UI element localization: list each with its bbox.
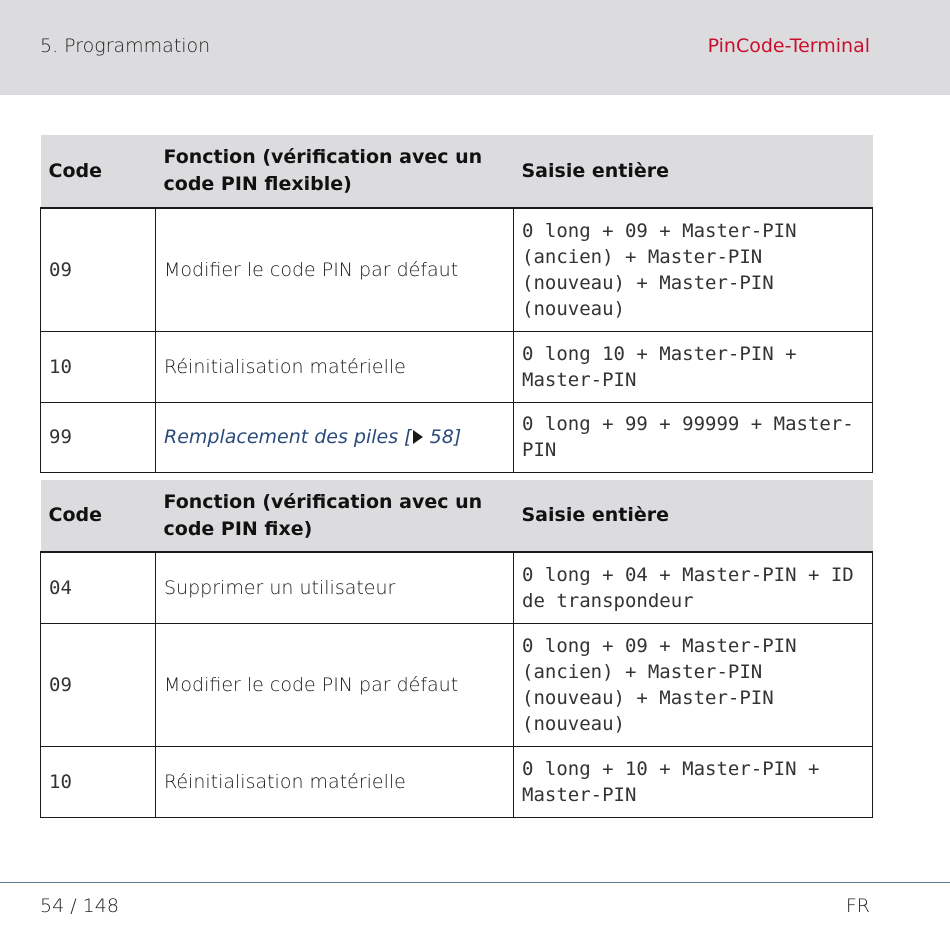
code-cell: 09 bbox=[41, 208, 156, 331]
entry-cell: 0 long + 09 + Master-PIN (ancien) + Master-PIN (nouveau) + Master-PIN (nouveau) bbox=[514, 208, 873, 331]
entry-cell: 0 long + 10 + Master-PIN + Master-PIN bbox=[514, 746, 873, 817]
function-cell: Modifier le code PIN par défaut bbox=[156, 623, 514, 746]
language-code: FR bbox=[845, 895, 870, 917]
code-cell: 09 bbox=[41, 623, 156, 746]
function-cell: Réinitialisation matérielle bbox=[156, 331, 514, 402]
entry-cell: 0 long + 09 + Master-PIN (ancien) + Master-PIN (nouveau) + Master-PIN (nouveau) bbox=[514, 623, 873, 746]
column-header-function: Fonction (vérification avec un code PIN flexible) bbox=[156, 135, 514, 208]
product-title: PinCode-Terminal bbox=[707, 35, 870, 57]
code-cell: 99 bbox=[41, 402, 156, 472]
entry-cell: 0 long + 04 + Master-PIN + ID de transpondeur bbox=[514, 552, 873, 623]
table-row bbox=[41, 402, 873, 472]
column-header-entry: Saisie entière bbox=[514, 135, 873, 208]
code-cell: 10 bbox=[41, 331, 156, 402]
code-cell: 10 bbox=[41, 746, 156, 817]
table-row bbox=[41, 331, 873, 402]
entry-cell: 0 long + 99 + 99999 + Master-PIN bbox=[514, 402, 873, 472]
page-number: 54 / 148 bbox=[40, 895, 119, 917]
footer-divider bbox=[0, 882, 950, 883]
table-row bbox=[41, 746, 873, 817]
function-cell: Modifier le code PIN par défaut bbox=[156, 208, 514, 331]
battery-replacement-link[interactable] bbox=[156, 402, 514, 472]
link-text: Remplacement des piles [ bbox=[164, 426, 412, 448]
section-title: 5. Programmation bbox=[40, 35, 211, 57]
function-cell: Réinitialisation matérielle bbox=[156, 746, 514, 817]
programming-table-fixed-pin bbox=[40, 480, 873, 818]
table-header-row bbox=[41, 135, 873, 208]
function-cell: Supprimer un utilisateur bbox=[156, 552, 514, 623]
column-header-entry: Saisie entière bbox=[514, 480, 873, 552]
code-cell: 04 bbox=[41, 552, 156, 623]
table-row bbox=[41, 552, 873, 623]
table-header-row bbox=[41, 480, 873, 552]
table-row bbox=[41, 208, 873, 331]
entry-cell: 0 long 10 + Master-PIN + Master-PIN bbox=[514, 331, 873, 402]
column-header-function: Fonction (vérification avec un code PIN fixe) bbox=[156, 480, 514, 552]
arrow-right-icon bbox=[412, 429, 424, 445]
table-row bbox=[41, 623, 873, 746]
column-header-code: Code bbox=[41, 480, 156, 552]
link-page-ref: 58] bbox=[429, 426, 462, 448]
page-header bbox=[0, 0, 950, 95]
programming-table-flexible-pin bbox=[40, 135, 873, 473]
column-header-code: Code bbox=[41, 135, 156, 208]
